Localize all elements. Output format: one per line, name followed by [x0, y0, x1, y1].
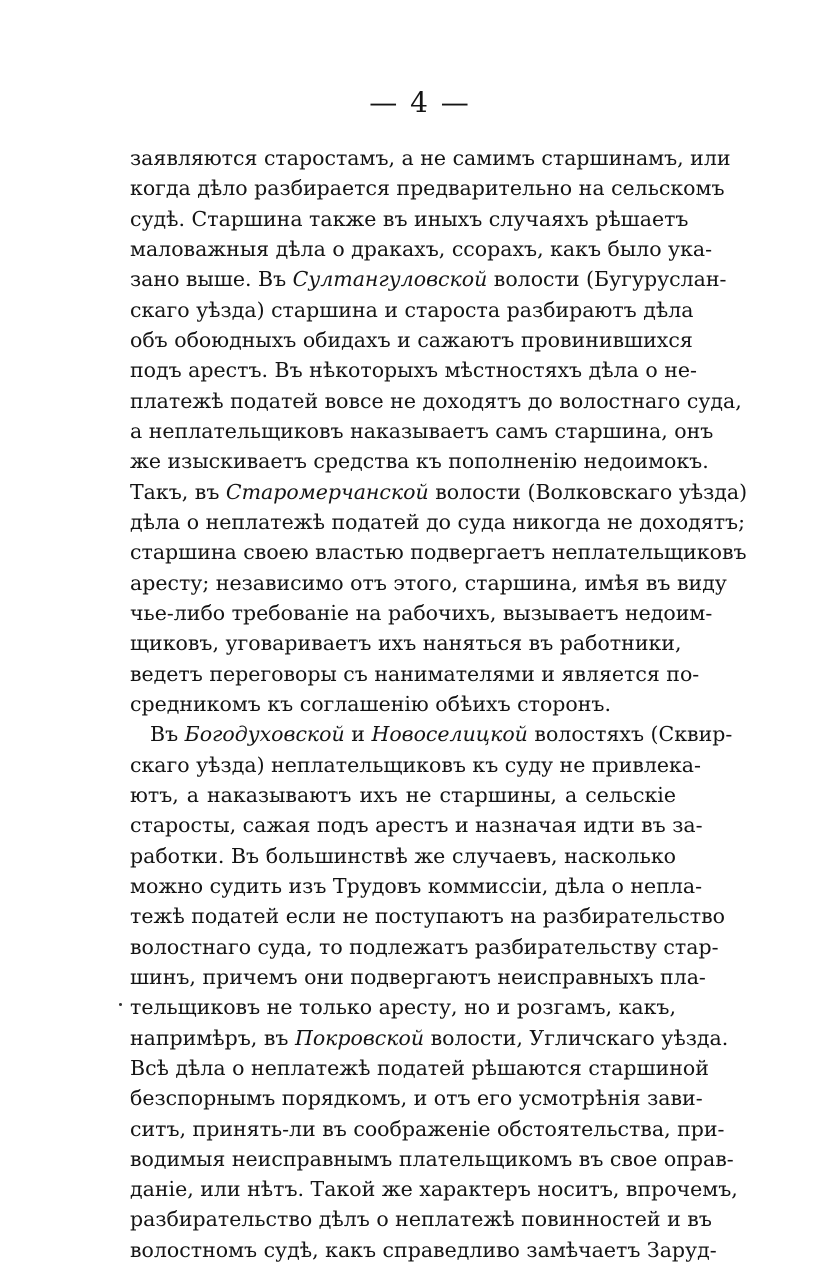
place-name: Покровской — [294, 1025, 425, 1050]
text-line: старшина своею властью подвергаетъ неплательщиковъ — [130, 540, 747, 565]
text-line: старосты, сажая подъ арестъ и назначая идти въ за- — [130, 813, 703, 838]
place-name: Новоселицкой — [371, 722, 528, 747]
text-line: ситъ, принять-ли въ соображеніе обстоятельства, при- — [130, 1116, 725, 1141]
text-line: чье-либо требованіе на рабочихъ, вызываетъ недоим- — [130, 600, 713, 625]
text-span: волостяхъ (Сквир- — [527, 722, 733, 747]
text-line: водимыя неисправнымъ плательщикомъ въ свое оправ- — [130, 1146, 734, 1171]
text-line: волостнаго суда, то подлежатъ разбирательству стар- — [130, 934, 719, 959]
text-line: Всѣ дѣла о неплатежѣ податей рѣшаются старшиной — [130, 1055, 709, 1080]
text-line: шинъ, причемъ они подвергаютъ неисправныхъ пла- — [130, 964, 706, 989]
text-line: тельщиковъ не только аресту, но и розгамъ, какъ, — [130, 995, 676, 1020]
text-line: безспорнымъ порядкомъ, и отъ его усмотрѣнія зави- — [130, 1086, 703, 1111]
text-line: аресту; независимо отъ этого, старшина, имѣя въ виду — [130, 570, 727, 595]
text-line: заявляются старостамъ, а не самимъ старшинамъ, или — [130, 146, 731, 170]
text-line: платежѣ податей вовсе не доходятъ до волостнаго суда, — [130, 388, 742, 413]
text-span: Въ — [150, 722, 185, 747]
text-line: разбирательство дѣлъ о неплатежѣ повинностей и въ — [130, 1207, 712, 1232]
text-span: Такъ, въ — [130, 479, 226, 504]
text-line: судѣ. Старшина также въ иныхъ случаяхъ рѣшаетъ — [130, 206, 689, 231]
text-line: маловажныя дѣла о дракахъ, ссорахъ, какъ было ука- — [130, 236, 713, 261]
place-name: Султангуловской — [292, 267, 488, 292]
text-line: работки. Въ большинствѣ же случаевъ, насколько — [130, 843, 676, 868]
place-name: Старомерчанской — [225, 479, 429, 504]
text-line: средникомъ къ соглашенію обѣихъ сторонъ. — [130, 691, 611, 716]
text-line: можно судить изъ Трудовъ коммиссіи, дѣла о непла- — [130, 873, 702, 898]
text-line: ведетъ переговоры съ нанимателями и является по- — [130, 661, 700, 686]
text-span: зано выше. Въ — [130, 267, 293, 292]
text-line: ютъ, а наказываютъ ихъ не старшины, а сельскіе — [130, 782, 676, 807]
text-line: объ обоюдныхъ обидахъ и сажаютъ провинившихся — [130, 327, 693, 352]
text-span: напримѣръ, въ — [130, 1025, 295, 1050]
text-line: дѣла о неплатежѣ податей до суда никогда не доходятъ; — [130, 509, 746, 534]
text-line — [130, 1023, 729, 1053]
text-line: когда дѣло разбирается предварительно на сельскомъ — [130, 176, 725, 201]
text-line: подъ арестъ. Въ нѣкоторыхъ мѣстностяхъ дѣла о не- — [130, 358, 697, 383]
text-line — [130, 264, 727, 294]
print-speck — [119, 1003, 122, 1006]
page-number: — 4 — — [369, 86, 471, 119]
text-span: волости, Угличскаго уѣзда. — [424, 1025, 729, 1050]
text-line: скаго уѣзда) старшина и староста разбираютъ дѣла — [130, 297, 694, 322]
text-line: волостномъ судѣ, какъ справедливо замѣчаетъ Заруд- — [130, 1237, 717, 1262]
text-line: а неплательщиковъ наказываетъ самъ старшина, онъ — [130, 418, 714, 443]
text-line: щиковъ, уговариваетъ ихъ наняться въ работники, — [130, 631, 682, 656]
place-name: Богодуховской — [184, 722, 345, 747]
text-line: же изыскиваетъ средства къ пополненію недоимокъ. — [130, 449, 709, 474]
text-span: волости (Волковскаго уѣзда) — [428, 479, 748, 504]
text-line: скаго уѣзда) неплательщиковъ къ суду не привлека- — [130, 752, 701, 777]
text-span: и — [344, 722, 372, 747]
text-line — [130, 477, 748, 507]
text-line — [130, 719, 733, 749]
body-text — [130, 143, 748, 1265]
text-span: волости (Бугуруслан- — [487, 267, 727, 292]
text-line: даніе, или нѣтъ. Такой же характеръ носитъ, впрочемъ, — [130, 1177, 738, 1202]
text-line: тежѣ податей если не поступаютъ на разбирательство — [130, 904, 726, 929]
